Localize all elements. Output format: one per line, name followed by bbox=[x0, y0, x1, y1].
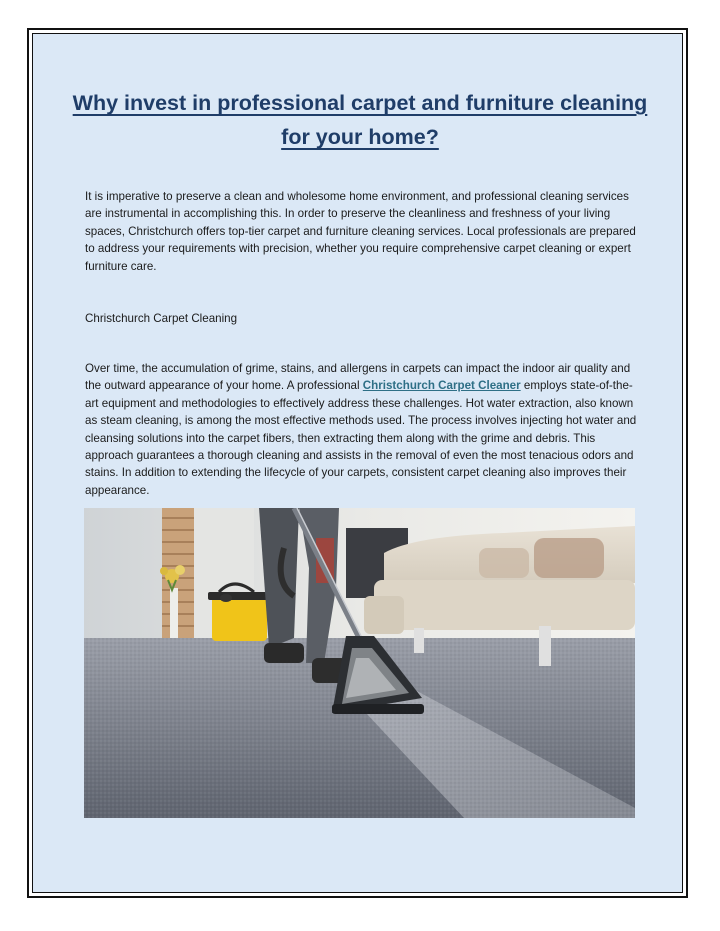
document-title: Why invest in professional carpet and furniture cleaning for your home? bbox=[72, 91, 648, 149]
section-heading: Christchurch Carpet Cleaning bbox=[85, 312, 238, 325]
body-paragraph bbox=[85, 360, 637, 499]
body-text-before-link: Over time, the accumulation of grime, stains, and allergens in carpets can impact the indoor air quality and the outward appearance of your home. A professional bbox=[85, 362, 631, 393]
carpet-cleaning-illustration bbox=[84, 508, 635, 818]
carpet-cleaning-photo bbox=[84, 508, 635, 818]
intro-paragraph: It is imperative to preserve a clean and wholesome home environment, and professional cleaning services are instrumental in accomplishing this. In order to preserve the cleanliness and freshness of your living spaces, Christchurch offers top-tier carpet and furniture cleaning services. Local professionals are prepared to address your requirements with precision, whether you require comprehensive carpet cleaning or expert furniture care. bbox=[85, 190, 636, 273]
christchurch-carpet-cleaner-link[interactable]: Christchurch Carpet Cleaner bbox=[362, 379, 521, 393]
body-text-after-link: employs state-of-the-art equipment and methodologies to effectively address these challenges. Hot water extraction, also known as steam cleaning, is among the most effective methods used. The process involves injecting hot water and cleansing solutions into the carpet fibers, then extracting them along with the grime and debris. This approach guarantees a thorough cleaning and assists in the removal of even the most tenacious odors and stains. In addition to extending the lifecycle of your carpets, consistent carpet cleaning also improves their appearance. bbox=[85, 379, 637, 497]
